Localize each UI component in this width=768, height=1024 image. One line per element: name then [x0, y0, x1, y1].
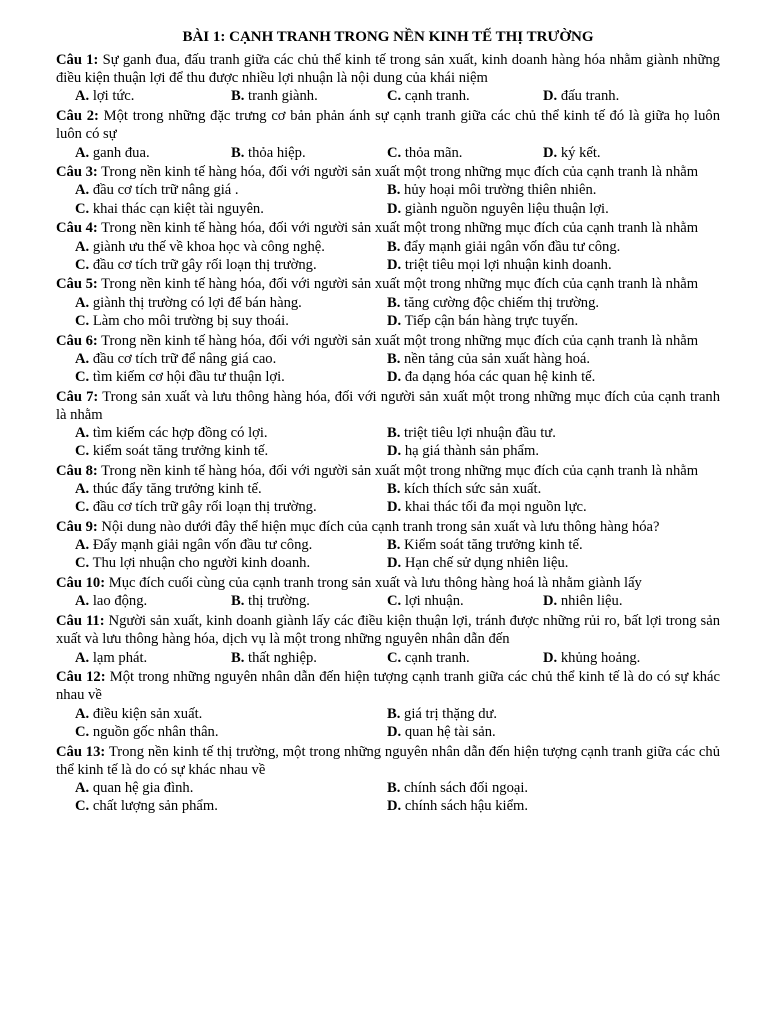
option-letter: A.	[75, 425, 90, 442]
option-c	[75, 256, 387, 274]
question-number: Câu 6:	[56, 332, 98, 349]
option-letter: D.	[543, 593, 558, 610]
question-stem	[56, 612, 720, 648]
question-stem	[56, 743, 720, 779]
option-text: lao động.	[92, 593, 148, 610]
option-c	[75, 723, 387, 741]
question-text: Trong nền kinh tế hàng hóa, đối với người sản xuất một trong những mục đích của cạnh tranh là nhằm	[101, 164, 699, 181]
option-letter: C.	[75, 723, 90, 740]
option-a	[75, 649, 231, 667]
question-11	[56, 612, 720, 667]
option-letter: C.	[75, 443, 90, 460]
question-stem	[56, 51, 720, 87]
option-d	[387, 554, 699, 572]
option-text: đầu cơ tích trữ nâng giá .	[92, 182, 239, 199]
option-text: đẩy mạnh giải ngân vốn đầu tư công.	[404, 238, 621, 255]
option-d	[387, 368, 699, 386]
option-letter: C.	[75, 200, 90, 217]
option-letter: D.	[387, 368, 402, 385]
option-letter: B.	[387, 425, 401, 442]
option-letter: D.	[543, 649, 558, 666]
option-letter: C.	[75, 555, 90, 572]
question-number: Câu 5:	[56, 276, 98, 293]
option-letter: D.	[387, 443, 402, 460]
question-8	[56, 462, 720, 517]
options-row	[56, 368, 720, 386]
option-text: Đẩy mạnh giải ngân vốn đầu tư công.	[92, 537, 313, 554]
options-row	[56, 592, 720, 610]
option-c	[387, 87, 543, 105]
question-text: Trong sản xuất và lưu thông hàng hóa, đối với người sản xuất một trong những mục đích của cạnh tranh là nhằm	[56, 388, 721, 423]
option-c	[75, 442, 387, 460]
option-letter: C.	[75, 312, 90, 329]
options-row	[56, 723, 720, 741]
option-text: lợi tức.	[92, 88, 135, 105]
option-letter: A.	[75, 182, 90, 199]
option-c	[387, 649, 543, 667]
option-text: nhiên liệu.	[560, 593, 623, 610]
option-text: thúc đẩy tăng trưởng kinh tế.	[92, 481, 262, 498]
option-b	[387, 238, 699, 256]
option-text: giành ưu thế về khoa học và công nghệ.	[92, 238, 325, 255]
option-text: Tiếp cận bán hàng trực tuyến.	[404, 312, 579, 329]
option-letter: A.	[75, 537, 90, 554]
option-letter: C.	[75, 368, 90, 385]
question-stem	[56, 388, 720, 424]
option-text: Hạn chế sử dụng nhiên liệu.	[404, 555, 569, 572]
option-text: giành nguồn nguyên liệu thuận lợi.	[404, 200, 609, 217]
option-a	[75, 480, 387, 498]
option-letter: A.	[75, 88, 90, 105]
option-letter: A.	[75, 649, 90, 666]
question-text: Trong nền kinh tế thị trường, một trong những nguyên nhân dẫn đến hiện tượng cạnh tranh giữa các chủ thể kinh tế là do có sự khác nhau về	[56, 743, 720, 778]
option-text: tranh giành.	[248, 88, 318, 105]
question-number: Câu 11:	[56, 613, 105, 630]
option-letter: B.	[231, 88, 245, 105]
option-letter: B.	[231, 144, 245, 161]
option-letter: A.	[75, 144, 90, 161]
option-d	[387, 442, 699, 460]
option-a	[75, 592, 231, 610]
option-letter: B.	[387, 481, 401, 498]
option-a	[75, 779, 387, 797]
question-number: Câu 7:	[56, 388, 99, 405]
option-letter: C.	[387, 144, 402, 161]
option-letter: B.	[231, 649, 245, 666]
option-text: triệt tiêu lợi nhuận đầu tư.	[404, 425, 556, 442]
option-text: ký kết.	[560, 144, 601, 161]
question-text: Trong nền kinh tế hàng hóa, đối với người sản xuất một trong những mục đích của cạnh tranh là nhằm	[101, 276, 699, 293]
question-number: Câu 1:	[56, 52, 99, 68]
option-letter: B.	[387, 294, 401, 311]
question-number: Câu 10:	[56, 575, 106, 592]
question-stem	[56, 462, 720, 480]
option-text: đầu cơ tích trữ gây rối loạn thị trường.	[92, 499, 317, 516]
option-letter: C.	[75, 499, 90, 516]
question-text: Người sản xuất, kinh doanh giành lấy các điều kiện thuận lợi, tránh được những rủi ro, bất lợi trong sản xuất và lưu thông hàng hóa, dịch vụ là một trong những nguyên nhân dẫn đến	[56, 613, 720, 648]
option-letter: C.	[387, 649, 402, 666]
option-text: đầu cơ tích trữ để nâng giá cao.	[92, 350, 277, 367]
option-b	[387, 294, 699, 312]
option-text: khai thác tối đa mọi nguồn lực.	[404, 499, 587, 516]
option-text: kích thích sức sản xuất.	[404, 481, 542, 498]
option-a	[75, 87, 231, 105]
option-text: ganh đua.	[92, 144, 150, 161]
option-a	[75, 238, 387, 256]
option-letter: B.	[231, 593, 245, 610]
option-text: tìm kiếm cơ hội đầu tư thuận lợi.	[92, 368, 285, 385]
option-b	[231, 592, 387, 610]
option-letter: A.	[75, 593, 90, 610]
option-text: thị trường.	[248, 593, 310, 610]
question-text: Sự ganh đua, đấu tranh giữa các chủ thể kinh tế trong sản xuất, kinh doanh hàng hóa nhằm giành những điều kiện thuận lợi để thu được nhiều lợi nhuận là nội dung của khái niệm	[56, 52, 720, 87]
option-text: đầu cơ tích trữ gây rối loạn thị trường.	[92, 256, 317, 273]
option-letter: A.	[75, 705, 90, 722]
options-row	[56, 498, 720, 516]
option-d	[387, 312, 699, 330]
question-text: Một trong những đặc trưng cơ bản phản ánh sự cạnh tranh giữa các chủ thể kinh tế đó là giữa họ luôn luôn có sự	[56, 108, 720, 143]
option-text: tìm kiếm các hợp đồng có lợi.	[92, 425, 268, 442]
option-b	[387, 705, 699, 723]
option-d	[387, 256, 699, 274]
question-10	[56, 574, 720, 610]
option-letter: C.	[387, 88, 402, 105]
option-text: cạnh tranh.	[404, 649, 470, 666]
option-a	[75, 350, 387, 368]
option-text: khai thác cạn kiệt tài nguyên.	[92, 200, 264, 217]
option-text: khủng hoảng.	[560, 649, 641, 666]
option-text: quan hệ gia đình.	[92, 779, 194, 796]
option-d	[543, 87, 699, 105]
option-letter: D.	[387, 723, 402, 740]
question-number: Câu 9:	[56, 519, 98, 536]
option-letter: D.	[543, 88, 558, 105]
question-list	[56, 51, 720, 815]
option-text: cạnh tranh.	[404, 88, 470, 105]
option-text: Thu lợi nhuận cho người kinh doanh.	[92, 555, 311, 572]
option-letter: A.	[75, 238, 90, 255]
options-row	[56, 181, 720, 199]
options-row	[56, 442, 720, 460]
option-text: điều kiện sản xuất.	[92, 705, 203, 722]
option-d	[387, 498, 699, 516]
option-letter: B.	[387, 705, 401, 722]
option-text: đấu tranh.	[560, 88, 620, 105]
options-row	[56, 705, 720, 723]
option-letter: D.	[387, 555, 402, 572]
option-letter: B.	[387, 350, 401, 367]
option-letter: D.	[543, 144, 558, 161]
option-letter: D.	[387, 798, 402, 815]
option-text: lợi nhuận.	[404, 593, 464, 610]
options-row	[56, 144, 720, 162]
question-12	[56, 668, 720, 741]
option-c	[75, 498, 387, 516]
option-d	[387, 200, 699, 218]
option-text: thỏa hiệp.	[248, 144, 306, 161]
question-4	[56, 219, 720, 274]
option-text: đa dạng hóa các quan hệ kinh tế.	[404, 368, 596, 385]
option-text: nền tảng của sản xuất hàng hoá.	[404, 350, 591, 367]
question-stem	[56, 518, 720, 536]
option-a	[75, 181, 387, 199]
option-letter: A.	[75, 294, 90, 311]
question-text: Trong nền kinh tế hàng hóa, đối với người sản xuất một trong những mục đích của cạnh tranh là nhằm	[101, 332, 699, 349]
option-letter: B.	[387, 238, 401, 255]
question-stem	[56, 163, 720, 181]
option-d	[387, 797, 699, 815]
question-6	[56, 332, 720, 387]
option-text: nguồn gốc nhân thân.	[92, 723, 219, 740]
question-stem	[56, 219, 720, 237]
option-b	[231, 87, 387, 105]
option-text: thỏa mãn.	[404, 144, 463, 161]
options-row	[56, 480, 720, 498]
option-letter: D.	[387, 256, 402, 273]
page-title: BÀI 1: CẠNH TRANH TRONG NỀN KINH TẾ THỊ TRƯỜNG	[182, 29, 594, 45]
option-letter: D.	[387, 312, 402, 329]
option-c	[75, 200, 387, 218]
option-letter: B.	[387, 182, 401, 199]
option-letter: D.	[387, 200, 402, 217]
options-row	[56, 554, 720, 572]
option-a	[75, 705, 387, 723]
option-d	[387, 723, 699, 741]
question-number: Câu 12:	[56, 669, 106, 686]
option-b	[387, 181, 699, 199]
option-text: tăng cường độc chiếm thị trường.	[404, 294, 600, 311]
option-letter: A.	[75, 481, 90, 498]
option-letter: B.	[387, 779, 401, 796]
options-row	[56, 797, 720, 815]
option-text: lạm phát.	[92, 649, 148, 666]
option-c	[387, 592, 543, 610]
option-text: chính sách đối ngoại.	[404, 779, 529, 796]
options-row	[56, 312, 720, 330]
question-stem	[56, 332, 720, 350]
question-text: Một trong những nguyên nhân dẫn đến hiện tượng cạnh tranh giữa các chủ thể kinh tế là do có sự khác nhau về	[56, 669, 721, 704]
option-c	[75, 312, 387, 330]
option-text: chính sách hậu kiểm.	[404, 798, 529, 815]
option-text: Kiểm soát tăng trưởng kinh tế.	[404, 537, 583, 554]
question-text: Mục đích cuối cùng của cạnh tranh trong sản xuất và lưu thông hàng hoá là nhằm giành lấy	[108, 575, 642, 592]
options-row	[56, 350, 720, 368]
option-b	[231, 144, 387, 162]
option-letter: C.	[75, 256, 90, 273]
option-b	[387, 536, 699, 554]
question-5	[56, 275, 720, 330]
option-b	[231, 649, 387, 667]
option-text: chất lượng sản phẩm.	[92, 798, 218, 815]
option-b	[387, 779, 699, 797]
option-letter: A.	[75, 779, 90, 796]
option-c	[75, 368, 387, 386]
question-number: Câu 13:	[56, 743, 106, 760]
options-row	[56, 779, 720, 797]
question-stem	[56, 107, 720, 143]
question-7	[56, 388, 720, 461]
option-text: quan hệ tài sản.	[404, 723, 496, 740]
option-text: thất nghiệp.	[248, 649, 317, 666]
question-2	[56, 107, 720, 162]
option-text: giá trị thặng dư.	[404, 705, 498, 722]
option-text: Làm cho môi trường bị suy thoái.	[92, 312, 289, 329]
question-text: Nội dung nào dưới đây thể hiện mục đích của cạnh tranh trong sản xuất và lưu thông hàng hóa?	[101, 519, 660, 536]
question-number: Câu 3:	[56, 164, 98, 181]
options-row	[56, 238, 720, 256]
question-stem	[56, 668, 720, 704]
option-c	[75, 554, 387, 572]
option-text: hủy hoại môi trường thiên nhiên.	[404, 182, 597, 199]
question-number: Câu 4:	[56, 220, 98, 237]
option-c	[75, 797, 387, 815]
option-letter: C.	[387, 593, 402, 610]
option-b	[387, 350, 699, 368]
question-1	[56, 51, 720, 106]
question-stem	[56, 275, 720, 293]
options-row	[56, 294, 720, 312]
option-b	[387, 480, 699, 498]
question-text: Trong nền kinh tế hàng hóa, đối với người sản xuất một trong những mục đích của cạnh tranh là nhằm	[101, 220, 699, 237]
option-letter: C.	[75, 798, 90, 815]
question-number: Câu 8:	[56, 462, 98, 479]
option-a	[75, 536, 387, 554]
option-d	[543, 592, 699, 610]
options-row	[56, 200, 720, 218]
option-text: kiểm soát tăng trưởng kinh tế.	[92, 443, 269, 460]
question-text: Trong nền kinh tế hàng hóa, đối với người sản xuất một trong những mục đích của cạnh tranh là nhằm	[101, 462, 699, 479]
question-13	[56, 743, 720, 816]
question-number: Câu 2:	[56, 108, 99, 125]
option-text: giành thị trường có lợi để bán hàng.	[92, 294, 302, 311]
options-row	[56, 424, 720, 442]
question-stem	[56, 574, 720, 592]
options-row	[56, 87, 720, 105]
option-a	[75, 294, 387, 312]
option-text: triệt tiêu mọi lợi nhuận kinh doanh.	[404, 256, 612, 273]
option-d	[543, 144, 699, 162]
options-row	[56, 536, 720, 554]
option-d	[543, 649, 699, 667]
options-row	[56, 256, 720, 274]
option-letter: A.	[75, 350, 90, 367]
option-letter: D.	[387, 499, 402, 516]
option-c	[387, 144, 543, 162]
option-b	[387, 424, 699, 442]
option-a	[75, 424, 387, 442]
option-text: hạ giá thành sản phẩm.	[404, 443, 540, 460]
option-a	[75, 144, 231, 162]
option-letter: B.	[387, 537, 401, 554]
options-row	[56, 649, 720, 667]
question-9	[56, 518, 720, 573]
question-3	[56, 163, 720, 218]
